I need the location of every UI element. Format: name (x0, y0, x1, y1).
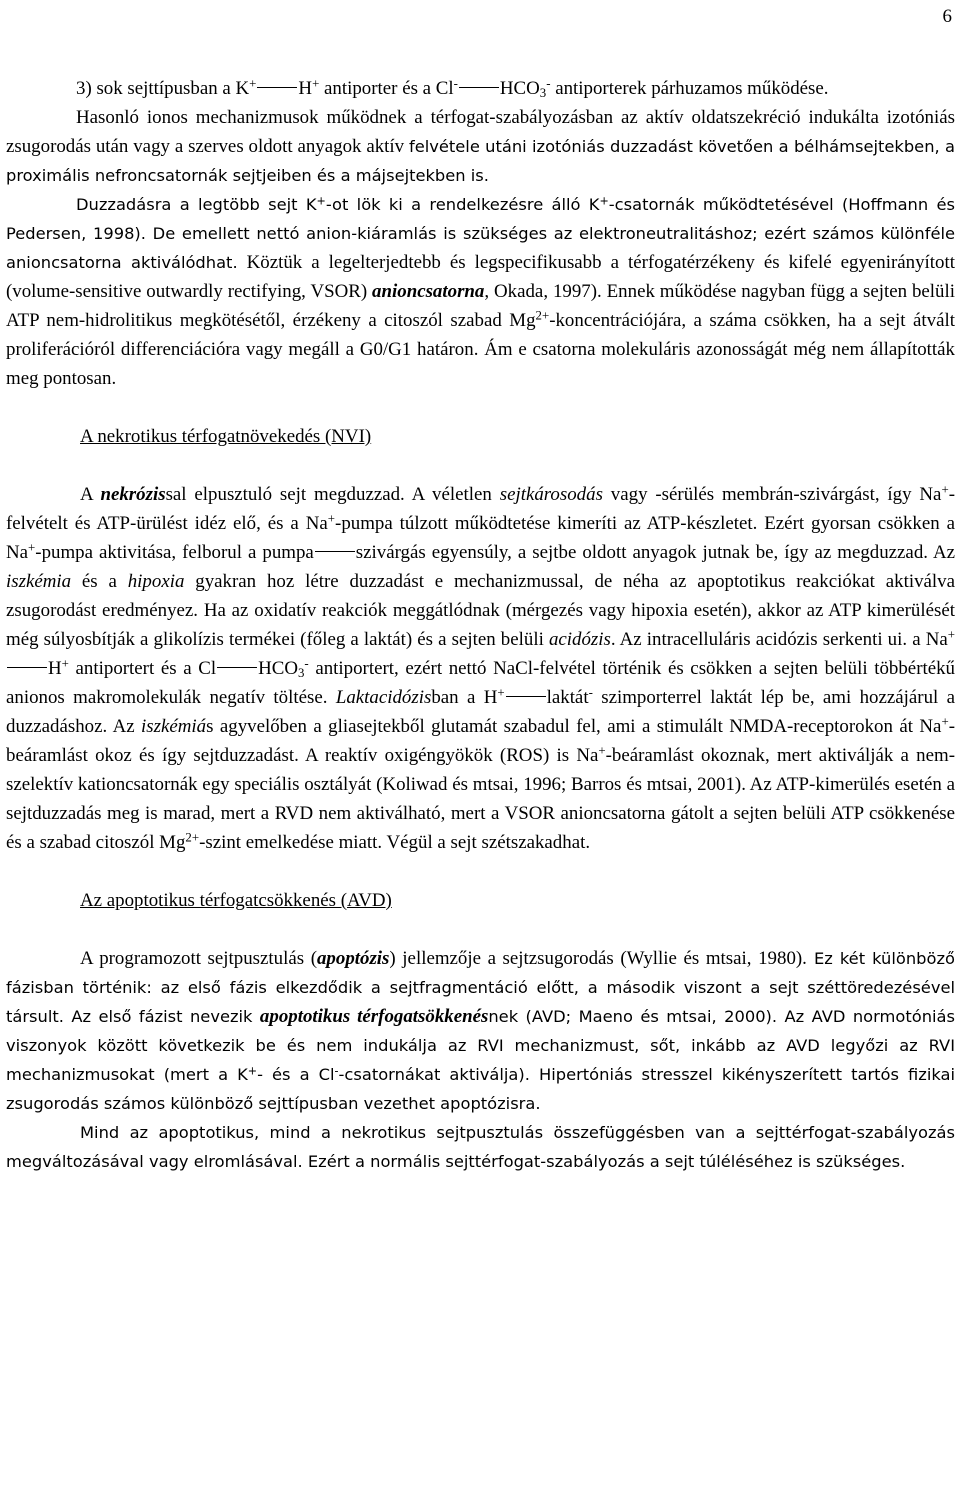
page-number: 6 (942, 6, 952, 27)
paragraph-duzzadas: Duzzadásra a legtöbb sejt K+-ot lök ki a rendelkezésre álló K+-csatornák működtetésével (Hoffmann és Pedersen, 1998). De emellett nettó anion-kiáramlás is szükséges az elektroneutralitáshoz; ezért számos különféle anioncsatorna aktiválódhat. Köztük a legelterjedtebb és legspecifikusabb a térfogatérzékeny és kifelé egyenirányított (volume-sensitive outwardly rectifying, VSOR) anioncsatorna, Okada, 1997). Ennek működése nagyban függ a sejten belüli ATP nem-hidrolitikus megkötésétől, érzékeny a citoszól szabad $Mg^{2+}$-koncentrációjára, a száma csökken, ha a sejt átvált proliferációról differenciációra vagy megáll a G0/G1 határon. Ám e csatorna molekuláris azonosságát még nem állapították meg pontosan. (6, 194, 955, 389)
bond-line (257, 87, 297, 88)
paragraph-list-item-3: 3) sok sejttípusban a K+ H+ antiporter és a Cl- $HCO_3^-$ antiporterek párhuzamos működése. (76, 76, 829, 100)
section-heading-avd: Az apoptotikus térfogatcsökkenés (AVD) (80, 890, 392, 911)
paragraph-hasonlo: Hasonló ionos mechanizmusok működnek a térfogat-szabályozásban az aktív oldatszekréció indukálta izotóniás zsugorodás után vagy a szerves oldott anyagok aktív felvétele utáni izotóniás duzzadást követően a bélhámsejtekben, a proximális nefroncsatornák sejtjeiben és a májsejtekben is. (6, 107, 955, 185)
bond-line (217, 667, 257, 668)
bond-line (506, 696, 546, 697)
paragraph-apoptozis: A programozott sejtpusztulás (apoptózis) jellemzője a sejtzsugorodás (Wyllie és mtsai, 1980). Ez két különböző fázisban történik: az első fázis elkezdődik a sejtfragmentáció előtt, a második viszont a sejt széttöredezésével társult. Az első fázist nevezik apoptotikus térfogatsökkenésnek (AVD; Maeno és mtsai, 2000). Az AVD normotóniás viszonyok között következik be és nem indukálja az RVI mechanizmust, sőt, inkább az AVD legyőzi az RVI mechanizmusokat (mert a K+- és a Cl--csatornákat aktiválja). Hipertóniás stresszel kikényszerített tartós fizikai zsugorodás számos különböző sejttípusban vezethet apoptózisra. (6, 948, 955, 1113)
bond-line (459, 87, 499, 88)
paragraph-nekrozis: A nekrózissal elpusztuló sejt megduzzad. A véletlen sejtkárosodás vagy -sérülés membrán-szivárgást, így Na+-felvételt és ATP-ürülést idéz elő, és a Na+-pumpa túlzott működtetése kimeríti az ATP-készletet. Ezért gyorsan csökken a Na+-pumpa aktivitása, felborul a pumpa szivárgás egyensúly, a sejtbe oldott anyagok jutnak be, így az megduzzad. Az iszkémia és a hipoxia gyakran hoz létre duzzadást e mechanizmussal, de néha az apoptotikus reakciókat aktiválva zsugorodást eredményez. Ha az oxidatív reakciók meggátlódnak (mérgezés vagy hipoxia esetén), akkor az ATP kimerülését még súlyosbítják a glikolízis termékei (főleg a laktát) és a sejten belüli acidózis. Az intracelluláris acidózis serkenti ui. a Na+H+ antiportert és a Cl $HCO_3^-$ antiportert, ezért nettó NaCl-felvétel történik és csökken a sejten belüli többértékű anionos makromolekulák negatív töltése. Laktacidózisban a H+ laktát- szimporterrel laktát lép be, ami hozzájárul a duzzadáshoz. Az iszkémiás agyvelőben a gliasejtekből glutamát szabadul fel, ami a stimulált NMDA-receptorokon át Na+-beáramlást okoz és így sejtduzzadást. A reaktív oxigéngyökök (ROS) is Na+-beáramlást okoznak, mert aktiválják a nem-szelektív kationcsatornák egy speciális osztályát (Koliwad és mtsai, 1996; Barros és mtsai, 2001). Az ATP-kimerülés esetén a sejtduzzadás meg is marad, mert a RVD nem aktiválható, mert a VSOR anioncsatorna gátolt a sejten belüli ATP csökkenése és a szabad citoszól $Mg^{2+}$-szint emelkedése miatt. Végül a sejt szétszakadhat. (6, 482, 956, 853)
bond-line (315, 551, 355, 552)
section-heading-nvi: A nekrotikus térfogatnövekedés (NVI) (80, 426, 372, 447)
document-body (6, 74, 955, 1176)
bond-line (7, 667, 47, 668)
paragraph-mind: Mind az apoptotikus, mind a nekrotikus sejtpusztulás összefüggésben van a sejttérfogat-szabályozás megváltozásával vagy elromlásával. Ezért a normális sejttérfogat-szabályozás a sejt túléléséhez is szükséges. (6, 1123, 955, 1171)
